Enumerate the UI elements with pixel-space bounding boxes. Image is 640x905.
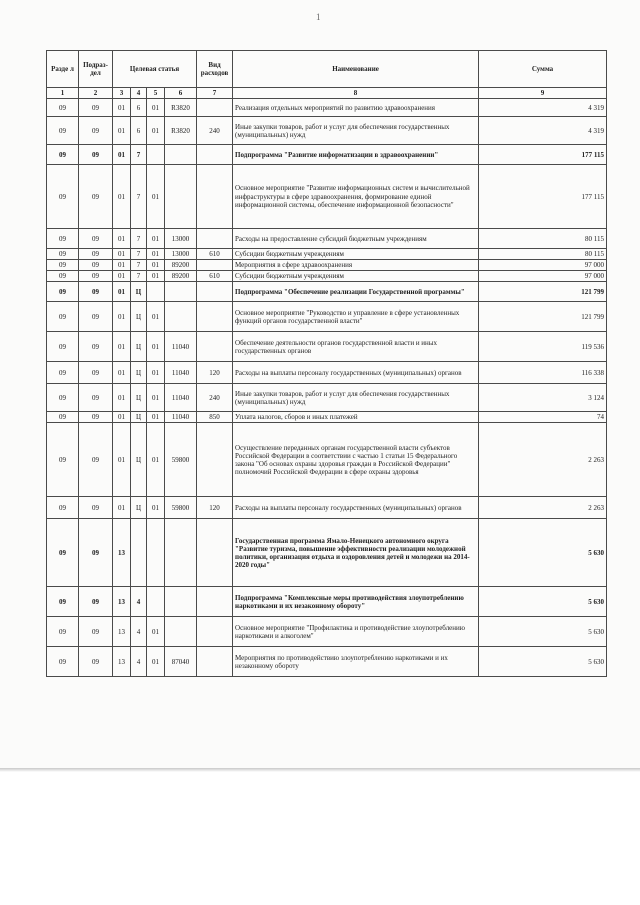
direction-code bbox=[165, 282, 197, 302]
item-amount: 119 536 bbox=[479, 332, 607, 362]
item-amount: 2 263 bbox=[479, 497, 607, 519]
table-row bbox=[47, 271, 607, 282]
subprogram-code: Ц bbox=[131, 497, 147, 519]
section-code: 09 bbox=[47, 145, 79, 165]
subprogram-code bbox=[131, 519, 147, 587]
program-code: 13 bbox=[113, 587, 131, 617]
column-index-row bbox=[47, 88, 607, 99]
section-code: 09 bbox=[47, 332, 79, 362]
program-code: 01 bbox=[113, 271, 131, 282]
column-index: 9 bbox=[479, 88, 607, 99]
item-amount: 74 bbox=[479, 412, 607, 423]
item-amount: 5 630 bbox=[479, 647, 607, 677]
direction-code: 13000 bbox=[165, 249, 197, 260]
section-code: 09 bbox=[47, 412, 79, 423]
subprogram-code: 4 bbox=[131, 587, 147, 617]
item-amount: 177 115 bbox=[479, 145, 607, 165]
table-row bbox=[47, 617, 607, 647]
program-code: 01 bbox=[113, 229, 131, 249]
item-amount: 80 115 bbox=[479, 229, 607, 249]
expense-type-code bbox=[197, 282, 233, 302]
event-code: 01 bbox=[147, 271, 165, 282]
table-row bbox=[47, 302, 607, 332]
subsection-code: 09 bbox=[79, 117, 113, 145]
section-code: 09 bbox=[47, 260, 79, 271]
item-amount: 4 319 bbox=[479, 117, 607, 145]
direction-code bbox=[165, 165, 197, 229]
event-code: 01 bbox=[147, 412, 165, 423]
page-edge-shadow bbox=[0, 768, 640, 772]
event-code: 01 bbox=[147, 384, 165, 412]
program-code: 01 bbox=[113, 423, 131, 497]
program-code: 01 bbox=[113, 117, 131, 145]
item-name: Подпрограмма "Комплексные меры противодействия злоупотреблению наркотиками и их незаконному обороту" bbox=[233, 587, 479, 617]
program-code: 01 bbox=[113, 165, 131, 229]
item-amount: 177 115 bbox=[479, 165, 607, 229]
subsection-code: 09 bbox=[79, 271, 113, 282]
event-code bbox=[147, 519, 165, 587]
direction-code bbox=[165, 519, 197, 587]
item-amount: 121 799 bbox=[479, 302, 607, 332]
table-row bbox=[47, 587, 607, 617]
subsection-code: 09 bbox=[79, 99, 113, 117]
item-name: Иные закупки товаров, работ и услуг для обеспечения государственных (муниципальных) нужд bbox=[233, 117, 479, 145]
item-name: Иные закупки товаров, работ и услуг для обеспечения государственных (муниципальных) нужд bbox=[233, 384, 479, 412]
direction-code: 89200 bbox=[165, 271, 197, 282]
section-code: 09 bbox=[47, 423, 79, 497]
table-body bbox=[47, 99, 607, 677]
table-row bbox=[47, 165, 607, 229]
item-amount: 3 124 bbox=[479, 384, 607, 412]
subsection-code: 09 bbox=[79, 647, 113, 677]
program-code: 01 bbox=[113, 362, 131, 384]
header-name: Наименование bbox=[233, 51, 479, 88]
table-row bbox=[47, 145, 607, 165]
budget-table bbox=[46, 50, 607, 677]
subsection-code: 09 bbox=[79, 497, 113, 519]
table-row bbox=[47, 260, 607, 271]
direction-code: 11040 bbox=[165, 332, 197, 362]
expense-type-code: 120 bbox=[197, 497, 233, 519]
event-code: 01 bbox=[147, 423, 165, 497]
direction-code bbox=[165, 587, 197, 617]
expense-type-code: 120 bbox=[197, 362, 233, 384]
item-name: Реализация отдельных мероприятий по развитию здравоохранения bbox=[233, 99, 479, 117]
program-code: 01 bbox=[113, 99, 131, 117]
direction-code: 87040 bbox=[165, 647, 197, 677]
table-row bbox=[47, 423, 607, 497]
expense-type-code: 240 bbox=[197, 117, 233, 145]
subsection-code: 09 bbox=[79, 145, 113, 165]
subprogram-code: 6 bbox=[131, 99, 147, 117]
program-code: 01 bbox=[113, 260, 131, 271]
expense-type-code bbox=[197, 302, 233, 332]
column-index: 6 bbox=[165, 88, 197, 99]
program-code: 01 bbox=[113, 497, 131, 519]
section-code: 09 bbox=[47, 617, 79, 647]
subprogram-code: 7 bbox=[131, 145, 147, 165]
program-code: 01 bbox=[113, 145, 131, 165]
subprogram-code: 7 bbox=[131, 229, 147, 249]
subprogram-code: 7 bbox=[131, 260, 147, 271]
section-code: 09 bbox=[47, 282, 79, 302]
section-code: 09 bbox=[47, 249, 79, 260]
expense-type-code: 610 bbox=[197, 271, 233, 282]
event-code bbox=[147, 145, 165, 165]
section-code: 09 bbox=[47, 647, 79, 677]
subprogram-code: Ц bbox=[131, 412, 147, 423]
item-name: Осуществление переданных органам государственной власти субъектов Российской Федерации в соответствии с частью 1 статьи 15 Федерального закона "Об основах охраны здоровья граждан в Российской Федерации" полномочий Российской Федерации в сфере охраны здоровья bbox=[233, 423, 479, 497]
item-amount: 5 630 bbox=[479, 617, 607, 647]
event-code: 01 bbox=[147, 165, 165, 229]
event-code: 01 bbox=[147, 647, 165, 677]
section-code: 09 bbox=[47, 587, 79, 617]
direction-code: 59800 bbox=[165, 423, 197, 497]
expense-type-code bbox=[197, 332, 233, 362]
expense-type-code bbox=[197, 587, 233, 617]
header-amount: Сумма bbox=[479, 51, 607, 88]
direction-code: 59800 bbox=[165, 497, 197, 519]
direction-code: 11040 bbox=[165, 412, 197, 423]
table-row bbox=[47, 249, 607, 260]
column-index: 4 bbox=[131, 88, 147, 99]
direction-code: 11040 bbox=[165, 384, 197, 412]
event-code: 01 bbox=[147, 229, 165, 249]
table-row bbox=[47, 332, 607, 362]
item-amount: 5 630 bbox=[479, 587, 607, 617]
item-amount: 2 263 bbox=[479, 423, 607, 497]
expense-type-code bbox=[197, 647, 233, 677]
program-code: 01 bbox=[113, 332, 131, 362]
subsection-code: 09 bbox=[79, 362, 113, 384]
event-code: 01 bbox=[147, 617, 165, 647]
item-name: Уплата налогов, сборов и иных платежей bbox=[233, 412, 479, 423]
event-code bbox=[147, 587, 165, 617]
expense-type-code bbox=[197, 617, 233, 647]
page-mark: 1 bbox=[316, 12, 321, 22]
subprogram-code: 7 bbox=[131, 249, 147, 260]
table-header-row bbox=[47, 51, 607, 88]
event-code: 01 bbox=[147, 99, 165, 117]
item-amount: 116 338 bbox=[479, 362, 607, 384]
item-name: Расходы на предоставление субсидий бюджетным учреждениям bbox=[233, 229, 479, 249]
expense-type-code bbox=[197, 165, 233, 229]
table-row bbox=[47, 384, 607, 412]
subprogram-code: 7 bbox=[131, 271, 147, 282]
item-amount: 80 115 bbox=[479, 249, 607, 260]
header-section: Разде л bbox=[47, 51, 79, 88]
subsection-code: 09 bbox=[79, 165, 113, 229]
program-code: 01 bbox=[113, 282, 131, 302]
section-code: 09 bbox=[47, 229, 79, 249]
section-code: 09 bbox=[47, 302, 79, 332]
item-name: Подпрограмма "Обеспечение реализации Государственной программы" bbox=[233, 282, 479, 302]
item-amount: 5 630 bbox=[479, 519, 607, 587]
subsection-code: 09 bbox=[79, 412, 113, 423]
subprogram-code: Ц bbox=[131, 384, 147, 412]
item-name: Основное мероприятие "Руководство и управление в сфере установленных функций органов государственной власти" bbox=[233, 302, 479, 332]
event-code: 01 bbox=[147, 260, 165, 271]
direction-code: 89200 bbox=[165, 260, 197, 271]
program-code: 13 bbox=[113, 617, 131, 647]
subprogram-code: Ц bbox=[131, 332, 147, 362]
subsection-code: 09 bbox=[79, 302, 113, 332]
table-row bbox=[47, 282, 607, 302]
table-row bbox=[47, 99, 607, 117]
header-subsection: Подраз- дел bbox=[79, 51, 113, 88]
item-name: Государственная программа Ямало-Ненецкого автономного округа "Развитие туризма, повышение эффективности реализации молодежной политики, организация отдыха и оздоровления детей и молодежи на 2014-2020 годы" bbox=[233, 519, 479, 587]
section-code: 09 bbox=[47, 165, 79, 229]
item-name: Мероприятия в сфере здравоохранения bbox=[233, 260, 479, 271]
item-amount: 121 799 bbox=[479, 282, 607, 302]
item-amount: 4 319 bbox=[479, 99, 607, 117]
section-code: 09 bbox=[47, 362, 79, 384]
direction-code bbox=[165, 145, 197, 165]
expense-type-code bbox=[197, 519, 233, 587]
subsection-code: 09 bbox=[79, 229, 113, 249]
table-row bbox=[47, 412, 607, 423]
event-code: 01 bbox=[147, 249, 165, 260]
subsection-code: 09 bbox=[79, 249, 113, 260]
column-index: 2 bbox=[79, 88, 113, 99]
event-code: 01 bbox=[147, 302, 165, 332]
program-code: 13 bbox=[113, 519, 131, 587]
item-name: Расходы на выплаты персоналу государственных (муниципальных) органов bbox=[233, 497, 479, 519]
item-name: Основное мероприятие "Профилактика и противодействие злоупотреблению наркотиками и алкоголем" bbox=[233, 617, 479, 647]
section-code: 09 bbox=[47, 271, 79, 282]
item-name: Мероприятия по противодействию злоупотреблению наркотиками и их незаконному обороту bbox=[233, 647, 479, 677]
subprogram-code: Ц bbox=[131, 362, 147, 384]
direction-code: 13000 bbox=[165, 229, 197, 249]
expense-type-code bbox=[197, 99, 233, 117]
header-expense-type: Вид расходов bbox=[197, 51, 233, 88]
direction-code: 11040 bbox=[165, 362, 197, 384]
table-row bbox=[47, 362, 607, 384]
subsection-code: 09 bbox=[79, 587, 113, 617]
item-name: Основное мероприятие "Развитие информационных систем и вычислительной инфраструктуры в сфере здравоохранения, формирование единой информационной системы, обеспечение информационной безопасности" bbox=[233, 165, 479, 229]
subsection-code: 09 bbox=[79, 282, 113, 302]
expense-type-code bbox=[197, 423, 233, 497]
subsection-code: 09 bbox=[79, 519, 113, 587]
program-code: 13 bbox=[113, 647, 131, 677]
item-amount: 97 000 bbox=[479, 271, 607, 282]
subsection-code: 09 bbox=[79, 384, 113, 412]
table-row bbox=[47, 647, 607, 677]
table-row bbox=[47, 519, 607, 587]
program-code: 01 bbox=[113, 384, 131, 412]
subsection-code: 09 bbox=[79, 423, 113, 497]
expense-type-code bbox=[197, 145, 233, 165]
direction-code bbox=[165, 617, 197, 647]
subsection-code: 09 bbox=[79, 332, 113, 362]
table-row bbox=[47, 497, 607, 519]
section-code: 09 bbox=[47, 99, 79, 117]
program-code: 01 bbox=[113, 412, 131, 423]
subprogram-code: 6 bbox=[131, 117, 147, 145]
column-index: 1 bbox=[47, 88, 79, 99]
expense-type-code: 610 bbox=[197, 249, 233, 260]
direction-code bbox=[165, 302, 197, 332]
event-code: 01 bbox=[147, 117, 165, 145]
header-target-article: Целевая статья bbox=[113, 51, 197, 88]
table-row bbox=[47, 117, 607, 145]
subprogram-code: 4 bbox=[131, 647, 147, 677]
subsection-code: 09 bbox=[79, 617, 113, 647]
program-code: 01 bbox=[113, 302, 131, 332]
subprogram-code: Ц bbox=[131, 302, 147, 332]
expense-type-code: 850 bbox=[197, 412, 233, 423]
direction-code: R3820 bbox=[165, 117, 197, 145]
event-code: 01 bbox=[147, 497, 165, 519]
item-name: Обеспечение деятельности органов государственной власти и иных государственных органов bbox=[233, 332, 479, 362]
expense-type-code bbox=[197, 229, 233, 249]
subprogram-code: 4 bbox=[131, 617, 147, 647]
section-code: 09 bbox=[47, 497, 79, 519]
column-index: 8 bbox=[233, 88, 479, 99]
subsection-code: 09 bbox=[79, 260, 113, 271]
direction-code: R3820 bbox=[165, 99, 197, 117]
event-code bbox=[147, 282, 165, 302]
section-code: 09 bbox=[47, 519, 79, 587]
subprogram-code: Ц bbox=[131, 282, 147, 302]
column-index: 5 bbox=[147, 88, 165, 99]
section-code: 09 bbox=[47, 384, 79, 412]
column-index: 7 bbox=[197, 88, 233, 99]
table-row bbox=[47, 229, 607, 249]
subprogram-code: 7 bbox=[131, 165, 147, 229]
program-code: 01 bbox=[113, 249, 131, 260]
item-name: Подпрограмма "Развитие информатизации в здравоохранении" bbox=[233, 145, 479, 165]
item-amount: 97 000 bbox=[479, 260, 607, 271]
section-code: 09 bbox=[47, 117, 79, 145]
subprogram-code: Ц bbox=[131, 423, 147, 497]
item-name: Расходы на выплаты персоналу государственных (муниципальных) органов bbox=[233, 362, 479, 384]
event-code: 01 bbox=[147, 362, 165, 384]
item-name: Субсидии бюджетным учреждениям bbox=[233, 271, 479, 282]
item-name: Субсидии бюджетным учреждениям bbox=[233, 249, 479, 260]
expense-type-code: 240 bbox=[197, 384, 233, 412]
column-index: 3 bbox=[113, 88, 131, 99]
expense-type-code bbox=[197, 260, 233, 271]
event-code: 01 bbox=[147, 332, 165, 362]
